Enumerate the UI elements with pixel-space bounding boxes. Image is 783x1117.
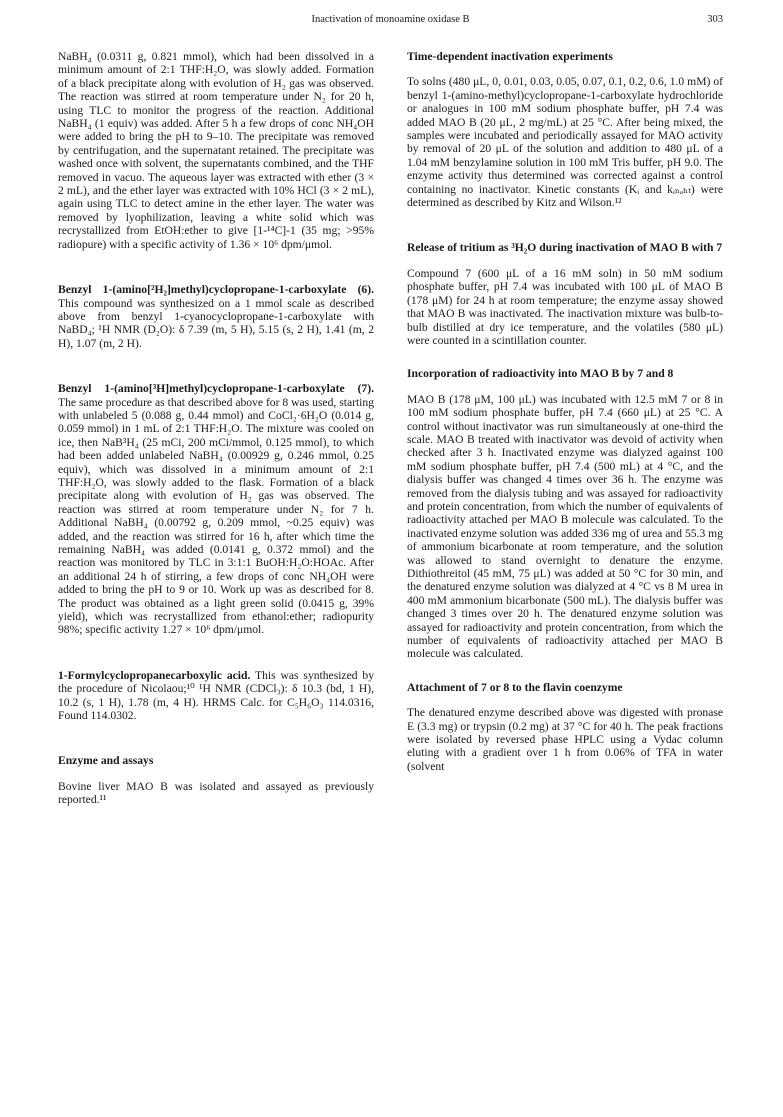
attachment-paragraph	[407, 706, 723, 773]
running-title: Inactivation of monoamine oxidase B	[311, 14, 470, 25]
compound-6-body: This compound was synthesized on a 1 mmol scale as described above from benzyl 1-cyanocyclopropane-1-carboxylate with NaBD₄; ¹H NMR (D₂O): δ 7.39 (m, 5 H), 5.15 (s, 2 H), 1.41 (m, 2 H), 1.07 (m, 2 H).	[58, 296, 374, 350]
attachment-text: The denatured enzyme described above was digested with pronase E (3.3 mg) or trypsin (0.2 mg) at 37 °C for 40 h. The peak fractions were isolated by reversed phase HPLC using a Vydac column eluting with a gradient over 1 h from 0.06% of TFA in water (solvent	[407, 706, 723, 773]
formyl-paragraph	[58, 669, 374, 723]
time-dependent-paragraph	[407, 75, 723, 209]
compound-6-text	[58, 283, 374, 350]
formyl-title: 1-Formylcyclopropanecarboxylic acid.	[58, 668, 251, 682]
compound-6-paragraph	[58, 283, 374, 350]
tritium-heading: Release of tritium as ³H₂O during inactivation of MAO B with 7	[407, 241, 723, 255]
paragraph-text: NaBH₄ (0.0311 g, 0.821 mmol), which had been dissolved in a minimum amount of 2:1 THF:H₂O, was slowly added. Formation of a black precipitate along with evolution of H₂ gas was observed. The reaction was stirred at room temperature under N₂ for 20 h, using TLC to monitor the progress of the reaction. Additional NaBH₄ (1 equiv) was added. After 5 h a few drops of conc NH₄OH were added to bring the pH to 9–10. The precipitate was removed by centrifugation, and the supernatant retained. The precipitate was washed once with solvent, the supernatants combined, and the THF removed in vacuo. The aqueous layer was extracted with ether (3 × 2 mL), and the ether layer was extracted with 10% HCl (3 × 2 mL), again using TLC to detect amine in the ether layer. The water was removed by lyophilization, leaving a white solid which was recrystallized from EtOH:ether to give [1-¹⁴C]-1 (35 mg; >95% radiopure) with a specific activity of 1.36 × 10⁶ dpm/μmol.	[58, 50, 374, 251]
incorporation-text: MAO B (178 μM, 100 μL) was incubated with 12.5 mM 7 or 8 in 100 mM sodium phosphate buffer, pH 7.4 (660 μL) at 25 °C. A control without inactivator was run simultaneously at one-third the scale. MAO B treated with inactivator was devoid of activity when checked after 3 h. Inactivated enzyme was dialyzed against 100 mM sodium phosphate buffer, pH 7.4 (500 mL) at 4 °C, and the dialysis buffer was changed 4 times over 36 h. The enzyme was removed from the dialysis tubing and was assayed for radioactivity and protein concentration, from which the number of equivalents of radioactivity attached per MAO B molecule was calculated. To the inactivated enzyme solution was added 336 mg of urea and 55.3 mg of ammonium bicarbonate at room temperature, and the solution was allowed to stand overnight to denature the enzyme. Dithiothreitol (45 mM, 75 μL) was added at 50 °C for 30 min, and the denatured enzyme solution was dialyzed at 4 °C vs 8 M urea in 400 mM ammonium bicarbonate (500 mL). The dialysis buffer was changed 3 times over 20 h. The denatured enzyme solution was assayed for radioactivity and protein concentration, from which the number of equivalents of radioactivity attached per MAO B molecule was calculated.	[407, 392, 723, 661]
formyl-body: This was synthesized by the procedure of Nicolaou;¹⁰ ¹H NMR (CDCl₃): δ 10.3 (bd, 1 H), 10.2 (s, 1 H), 1.78 (m, 4 H). HRMS Calc. for C₅H₆O₃ 114.0316, Found 114.0302.	[58, 668, 374, 723]
time-dependent-heading: Time-dependent inactivation experiments	[407, 50, 613, 63]
tritium-text: Compound 7 (600 μL of a 16 mM soln) in 50 mM sodium phosphate buffer, pH 7.4 was incubated with 100 μL of MAO B (178 μM) for 24 h at room temperature; the enzyme assay showed that MAO B was inactivated. The inactivation mixture was bulb-to-bulb distilled at dry ice temperature, and the volatiles (580 μL) were counted in a scintillation counter.	[407, 266, 723, 347]
incorporation-heading: Incorporation of radioactivity into MAO B by 7 and 8	[407, 367, 674, 381]
page-number: 303	[707, 14, 723, 25]
running-header	[58, 14, 723, 30]
left-column	[58, 50, 374, 827]
enzyme-paragraph	[58, 780, 374, 807]
synthesis-paragraph	[58, 50, 374, 251]
compound-7-body: The same procedure as that described above for 8 was used, starting with unlabeled 5 (0.088 g, 0.44 mmol) and CoCl₂·6H₂O (0.014 g, 0.059 mmol) in 1 mL of 2:1 THF:H₂O. The mixture was cooled on ice, then NaB³H₄ (25 mCi, 200 mCi/mmol, 0.125 mmol), to which had been added unlabeled NaBH₄ (0.00929 g, 0.246 mmol, 0.25 equiv), which was dissolved in a minimum amount of 2:1 THF:H₂O, was slowly added to the flask. Formation of a black precipitate along with evolution of H₂ gas was observed. The reaction was stirred at room temperature under N₂ for 7 h. Additional NaBH₄ (0.00792 g, 0.209 mmol, ~0.25 equiv) was added, and the reaction was stirred for 16 h, after which time the remaining NaBH₄ was added (0.0141 g, 0.372 mmol) and the reaction was monitored by TLC in 3:1:1 BuOH:H₂O:HOAc. After an additional 24 h of stirring, a few drops of conc NH₄OH were added to bring the pH to 9 or 10. Work up was as described for 8. The product was obtained as a light green solid (0.0415 g, 39% yield), which was recrystallized from ethanol:ether; radiopurity 98%; specific activity 1.27 × 10⁶ dpm/μmol.	[58, 395, 374, 637]
attachment-heading: Attachment of 7 or 8 to the flavin coenzyme	[407, 680, 623, 694]
enzyme-heading: Enzyme and assays	[58, 754, 154, 768]
compound-7-paragraph	[58, 382, 374, 637]
tritium-paragraph	[407, 267, 723, 347]
compound-7-text	[58, 382, 374, 637]
incorporation-paragraph	[407, 393, 723, 661]
time-dependent-text: To solns (480 μL, 0, 0.01, 0.03, 0.05, 0.07, 0.1, 0.2, 0.6, 1.0 mM) of benzyl 1-(amino-methyl)cyclopropane-1-carboxylate hydrochloride or analogues in 100 mM sodium phosphate buffer, pH 7.4 was added MAO B (20 μL, 2 mg/mL) at 25 °C. After being mixed, the samples were incubated and periodically assayed for MAO activity by removal of 20 μL of the solution and addition to 480 μL of a 1.04 mM benzylamine solution in 100 mM Tris buffer, pH 9.0. The enzyme activity thus determined was corrected against a control containing no inactivator. Kinetic constants (Kᵢ and kᵢₙₐₕₜ) were determined as described by Kitz and Wilson.¹²	[407, 75, 723, 210]
right-column	[407, 50, 723, 793]
compound-7-title: Benzyl 1-(amino[³H]methyl)cyclopropane-1-carboxylate (7).	[58, 382, 374, 396]
formyl-text	[58, 669, 374, 723]
compound-6-title: Benzyl 1-(amino[²H₂]methyl)cyclopropane-1-carboxylate (6).	[58, 283, 374, 297]
enzyme-text: Bovine liver MAO B was isolated and assayed as previously reported.¹¹	[58, 779, 374, 807]
